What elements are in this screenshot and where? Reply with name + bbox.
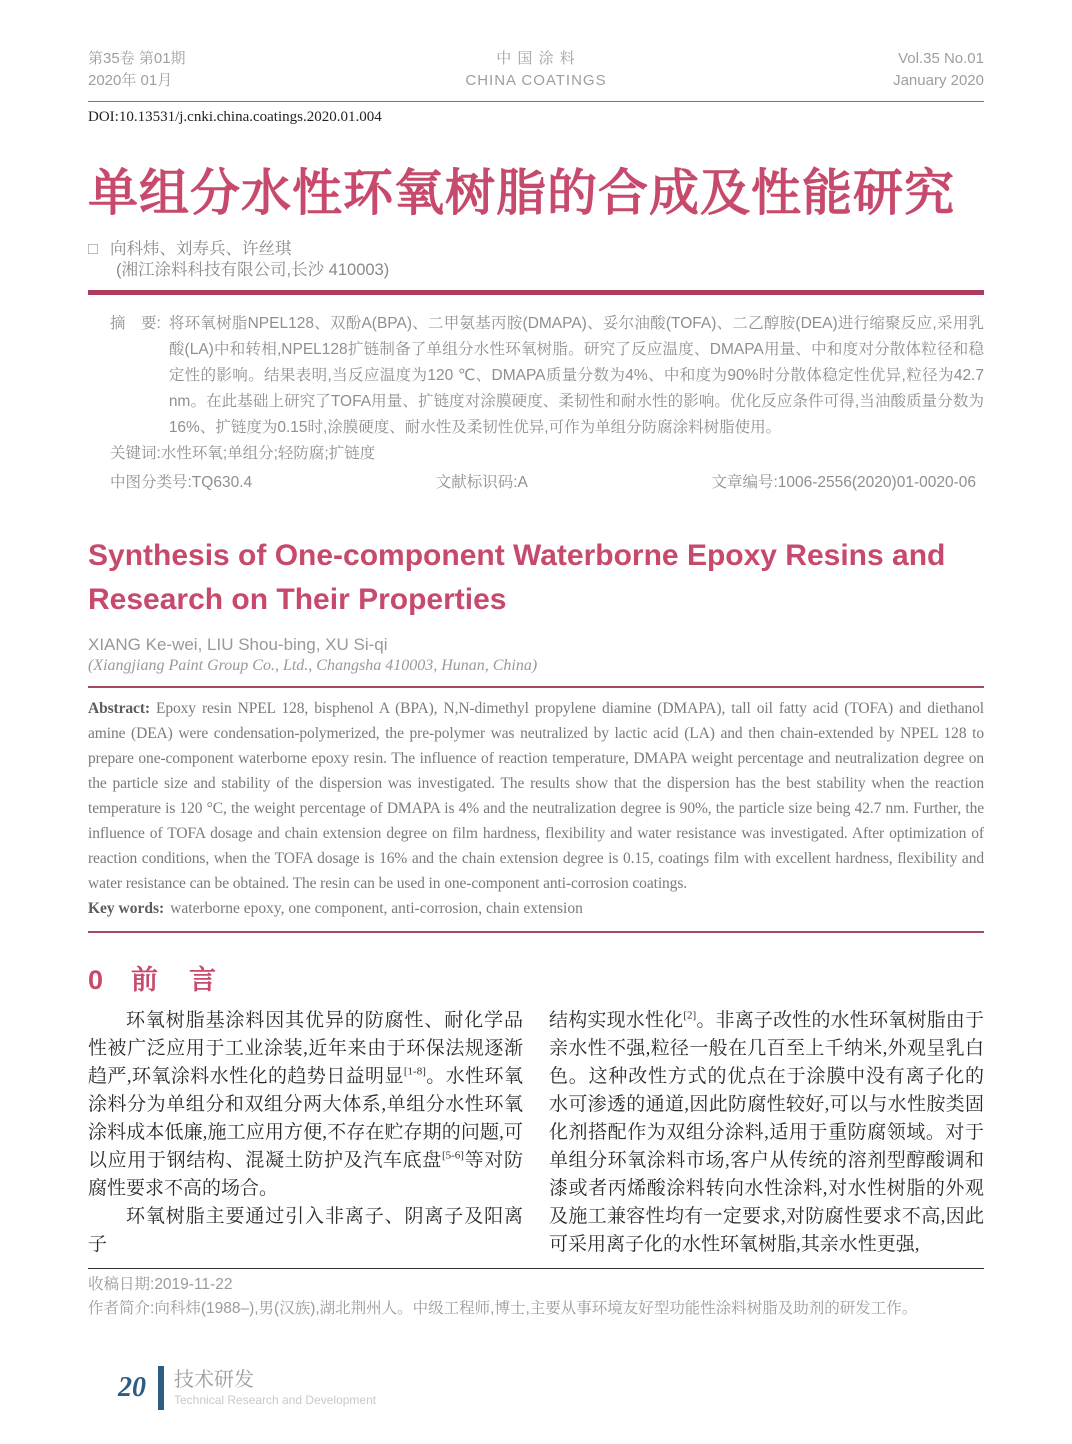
received-date-line xyxy=(88,1273,984,1297)
received-date: 2019-11-22 xyxy=(154,1276,233,1293)
authors-line-cn xyxy=(88,239,984,260)
authors-cn: 向科炜、刘寿兵、许丝琪 xyxy=(109,240,292,258)
paragraph-text: 环氧树脂基涂料因其优异的防腐性、耐化学品性被广泛应用于工业涂装,近年来由于环保法规逐渐趋严,环氧涂料水性化的趋势日益明显 xyxy=(88,1010,523,1087)
header-center xyxy=(388,48,684,92)
abstract-cn-block xyxy=(110,311,984,441)
abstract-label-en: Abstract: xyxy=(88,700,150,717)
paragraph-text: 。非离子改性的水性环氧树脂由于亲水性不强,粒径一般在几百至上千纳米,外观呈乳白色。这种改性方式的优点在于涂膜中没有离子化的水可渗透的通道,因此防腐性较好,可以与水性胺类固化剂搭配作为双组分涂料,适用于重防腐领域。对于单组分环氧涂料市场,客户从传统的溶剂型醇酸调和漆或者丙烯酸涂料转向水性涂料,对水性树脂的外观及施工兼容性均有一定要求,对防腐性要求不高,因此可采用离子化的水性环氧树脂,其亲水性更强, xyxy=(549,1010,984,1255)
citation-ref: [1-8] xyxy=(403,1065,426,1078)
section-title: 前 言 xyxy=(131,965,219,995)
document-code: 文献标识码:A xyxy=(435,474,528,491)
abstract-text-cn: 将环氧树脂NPEL128、双酚A(BPA)、二甲氨基丙胺(DMAPA)、妥尔油酸(TOFA)、二乙醇胺(DEA)进行缩聚反应,采用乳酸(LA)中和转相,NPEL128扩链制备了单组分水性环氧树脂。研究了反应温度、DMAPA用量、中和度对分散体粒径和稳定性的影响。结果表明,当反应温度为120 ℃、DMAPA质量分数为4%、中和度为90%时分散体稳定性优异,粒径为42.7 nm。在此基础上研究了TOFA用量、扩链度对涂膜硬度、柔韧性和耐水性的影响。优化反应条件可得,当油酸质量分数为16%、扩链度为0.15时,涂膜硬度、耐水性及柔韧性优异,可作为单组分防腐涂料树脂使用。 xyxy=(168,315,984,436)
keywords-text-cn: 水性环氧;单组分;轻防腐;扩链度 xyxy=(160,445,376,462)
article-title-en-line2: Research on Their Properties xyxy=(88,583,507,616)
keywords-label-cn: 关键词: xyxy=(110,445,161,462)
title-divider xyxy=(88,290,984,295)
header-right xyxy=(688,48,984,92)
paragraph-text: 环氧树脂主要通过引入非离子、阴离子及阳离子 xyxy=(88,1206,523,1255)
page-footer xyxy=(118,1366,376,1410)
abstract-bottom-divider xyxy=(88,931,984,933)
volume-issue-cn: 第35卷 第01期 xyxy=(88,50,186,67)
keywords-label-en: Key words: xyxy=(88,900,165,917)
abstract-label-cn: 摘 要: xyxy=(110,315,161,332)
citation-ref: [5-6] xyxy=(441,1149,464,1162)
section-heading-intro xyxy=(88,965,984,995)
article-id: 文章编号:1006-2556(2020)01-0020-06 xyxy=(711,474,976,491)
keywords-text-en: waterborne epoxy, one component, anti-corrosion, chain extension xyxy=(170,900,583,917)
body-columns xyxy=(88,1007,984,1259)
article-title-cn: 单组分水性环氧树脂的合成及性能研究 xyxy=(88,165,955,221)
header-left xyxy=(88,48,384,92)
date-cn: 2020年 01月 xyxy=(88,72,173,89)
page-number: 20 xyxy=(118,1372,146,1403)
affiliation-en: (Xiangjiang Paint Group Co., Ltd., Changsha 410003, Hunan, China) xyxy=(88,657,538,674)
paragraph-text: 结构实现水性化 xyxy=(549,1010,684,1031)
volume-issue-en: Vol.35 No.01 xyxy=(898,50,984,67)
abstract-text-en: Epoxy resin NPEL 128, bisphenol A (BPA), N,N-dimethyl propylene diamine (DMAPA), tall oil fatty acid (TOFA) and diethanol amine (DEA) were condensation-polymerized, the pre-polymer was neutralized by lactic acid (LA) and then chain-extended by NPEL 128 to prepare one-component waterborne epoxy resin. The influence of reaction temperature, DMAPA weight percentage and neutralization degree on the particle size and stability of the dispersion was investigated. The results show that the dispersion has the best stability when the reaction temperature is 120 °C, the weight percentage of DMAPA is 4% and the neutralization degree is 90%, the particle size being 42.7 nm. Further, the influence of TOFA dosage and chain extension degree on film hardness, flexibility and water resistance was investigated. After optimization of reaction conditions, when the TOFA dosage is 16% and the chain extension degree is 0.15, coatings film with excellent hardness, flexibility and water resistance can be obtained. The resin can be used in one-component anti-corrosion coatings. xyxy=(88,700,984,892)
bio-label: 作者简介: xyxy=(88,1300,155,1317)
clc-number: 中图分类号:TQ630.4 xyxy=(110,474,253,491)
header-divider xyxy=(88,101,984,102)
footnote-block xyxy=(88,1273,984,1321)
bio-text: 向科炜(1988–),男(汉族),湖北荆州人。中级工程师,博士,主要从事环境友好型功能性涂料树脂及助剂的研发工作。 xyxy=(154,1300,918,1317)
body-paragraph xyxy=(88,1203,523,1259)
keywords-line-cn xyxy=(110,441,984,467)
column-name-en: Technical Research and Development xyxy=(174,1393,377,1407)
journal-title-cn: 中 国 涂 料 xyxy=(496,50,576,67)
body-paragraph xyxy=(88,1007,523,1203)
body-paragraph xyxy=(549,1007,984,1259)
abstract-top-divider xyxy=(88,686,984,688)
journal-title-en: CHINA COATINGS xyxy=(465,72,607,89)
footer-labels xyxy=(174,1368,376,1408)
affiliation-cn: (湘江涂料科技有限公司,长沙 410003) xyxy=(116,261,390,279)
article-title-en xyxy=(88,534,984,622)
column-name-cn: 技术研发 xyxy=(174,1369,254,1391)
doi-text: DOI:10.13531/j.cnki.china.coatings.2020.01.004 xyxy=(88,109,382,125)
date-en: January 2020 xyxy=(893,72,984,89)
author-marker-icon: □ xyxy=(88,240,98,258)
footer-bar xyxy=(158,1366,164,1410)
paragraph-text: 等对防腐性要求不高的场合。 xyxy=(88,1150,523,1199)
footnote-divider xyxy=(88,1268,984,1269)
paragraph-text: 。水性环氧涂料分为单组分和双组分两大体系,单组分水性环氧涂料成本低廉,施工应用方便,不存在贮存期的问题,可以应用于钢结构、混凝土防护及汽车底盘 xyxy=(88,1066,523,1171)
abstract-en-block xyxy=(88,696,984,896)
author-bio-line xyxy=(88,1297,984,1321)
left-column xyxy=(88,1007,523,1259)
journal-header xyxy=(88,48,984,92)
article-title-en-line1: Synthesis of One-component Waterborne Epoxy Resins and xyxy=(88,539,946,572)
section-number: 0 xyxy=(88,965,104,995)
keywords-line-en xyxy=(88,896,984,921)
received-label: 收稿日期: xyxy=(88,1276,155,1293)
citation-ref: [2] xyxy=(683,1009,697,1022)
authors-en: XIANG Ke-wei, LIU Shou-bing, XU Si-qi xyxy=(88,635,388,654)
right-column xyxy=(549,1007,984,1259)
classification-row xyxy=(110,472,976,494)
